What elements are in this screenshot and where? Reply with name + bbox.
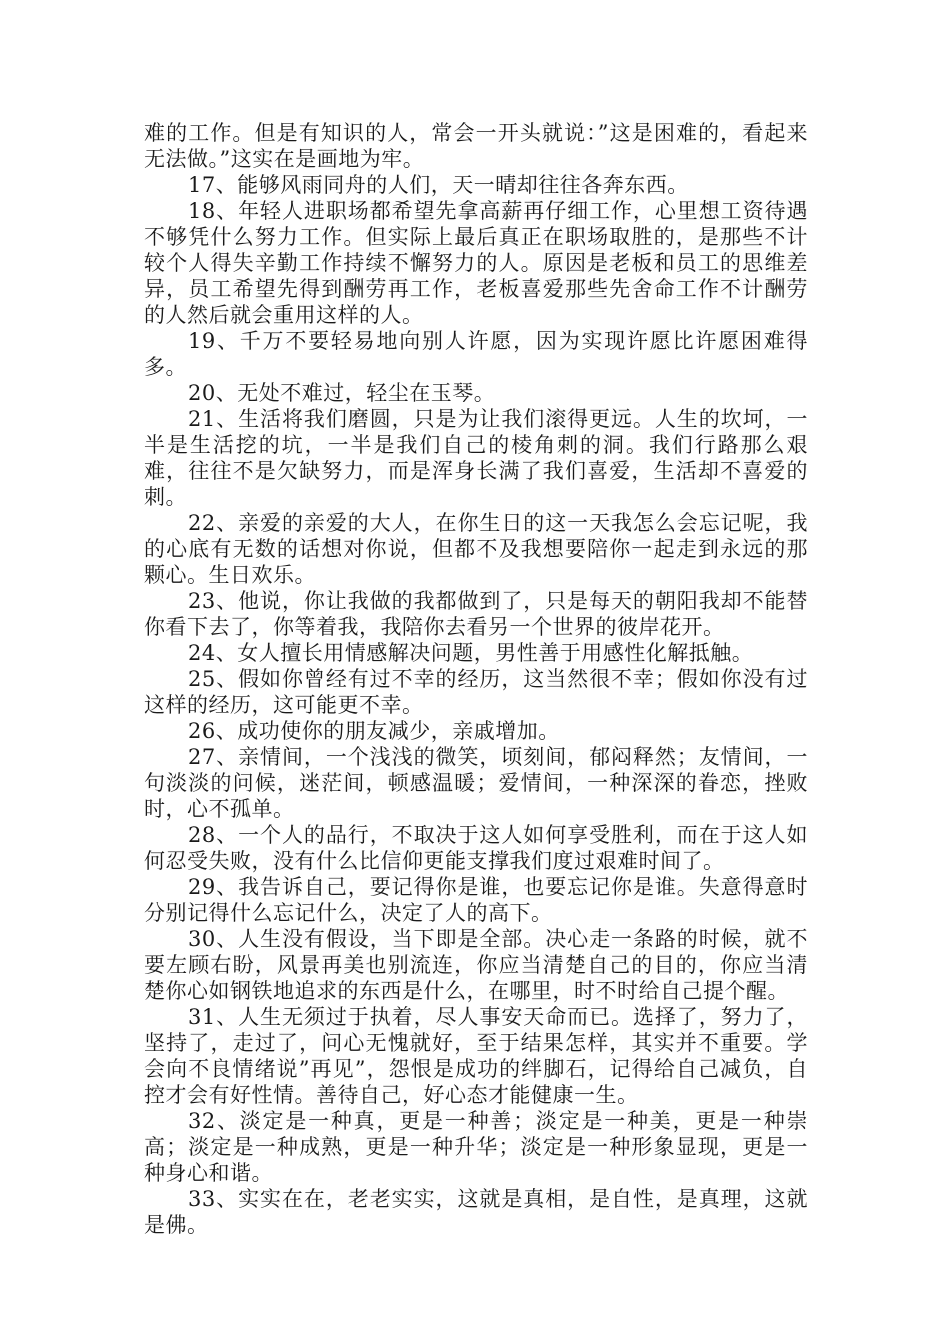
paragraph-continuation: 难的工作。但是有知识的人，常会一开头就说：”这是困难的，看起来无法做。”这实在是画地为牢。: [144, 121, 808, 171]
paragraph-17: 17、能够风雨同舟的人们，天一晴却往往各奔东西。: [188, 173, 689, 197]
paragraph-27: 27、亲情间，一个浅浅的微笑，顷刻间，郁闷释然；友情间，一句淡淡的问候，迷茫间，顿感温暖；爱情间，一种深深的眷恋，挫败时，心不孤单。: [144, 745, 808, 821]
paragraph-33: 33、实实在在，老老实实，这就是真相，是自性，是真理，这就是佛。: [144, 1187, 808, 1237]
paragraph-28: 28、一个人的品行，不取决于这人如何享受胜利，而在于这人如何忍受失败，没有什么比信仰更能支撑我们度过艰难时间了。: [144, 823, 808, 873]
paragraph-25: 25、假如你曾经有过不幸的经历，这当然很不幸；假如你没有过这样的经历，这可能更不幸。: [144, 667, 808, 717]
paragraph-19: 19、千万不要轻易地向别人许愿，因为实现许愿比许愿困难得多。: [144, 329, 808, 379]
paragraph-32: 32、淡定是一种真，更是一种善；淡定是一种美，更是一种崇高；淡定是一种成熟，更是一种升华；淡定是一种形象显现，更是一种身心和谐。: [144, 1109, 808, 1185]
paragraph-29: 29、我告诉自己，要记得你是谁，也要忘记你是谁。失意得意时分别记得什么忘记什么，决定了人的高下。: [144, 875, 808, 925]
paragraph-18: 18、年轻人进职场都希望先拿高薪再仔细工作，心里想工资待遇不够凭什么努力工作。但实际上最后真正在职场取胜的，是那些不计较个人得失辛勤工作持续不懈努力的人。原因是老板和员工的思维差异，员工希望先得到酬劳再工作，老板喜爱那些先舍命工作不计酬劳的人然后就会重用这样的人。: [144, 199, 808, 327]
paragraph-20: 20、无处不难过，轻尘在玉琴。: [188, 381, 496, 405]
document-body: [144, 120, 808, 1238]
paragraph-31: 31、人生无须过于执着，尽人事安天命而已。选择了，努力了，坚持了，走过了，问心无愧就好，至于结果怎样，其实并不重要。学会向不良情绪说”再见”，怨恨是成功的绊脚石，记得给自己减负，自控才会有好性情。善待自己，好心态才能健康一生。: [144, 1005, 808, 1107]
paragraph-22: 22、亲爱的亲爱的大人，在你生日的这一天我怎么会忘记呢，我的心底有无数的话想对你说，但都不及我想要陪你一起走到永远的那颗心。生日欢乐。: [144, 511, 808, 587]
paragraph-23: 23、他说，你让我做的我都做到了，只是每天的朝阳我却不能替你看下去了，你等着我，我陪你去看另一个世界的彼岸花开。: [144, 589, 808, 639]
paragraph-26: 26、成功使你的朋友减少，亲戚增加。: [188, 719, 560, 743]
paragraph-21: 21、生活将我们磨圆，只是为让我们滚得更远。人生的坎坷，一半是生活挖的坑，一半是我们自己的棱角刺的洞。我们行路那么艰难，往往不是欠缺努力，而是浑身长满了我们喜爱，生活却不喜爱的刺。: [144, 407, 808, 509]
paragraph-30: 30、人生没有假设，当下即是全部。决心走一条路的时候，就不要左顾右盼，风景再美也别流连，你应当清楚自己的目的，你应当清楚你心如钢铁地追求的东西是什么，在哪里，时不时给自己提个醒。: [144, 927, 808, 1003]
paragraph-24: 24、女人擅长用情感解决问题，男性善于用感性化解抵触。: [188, 641, 754, 665]
